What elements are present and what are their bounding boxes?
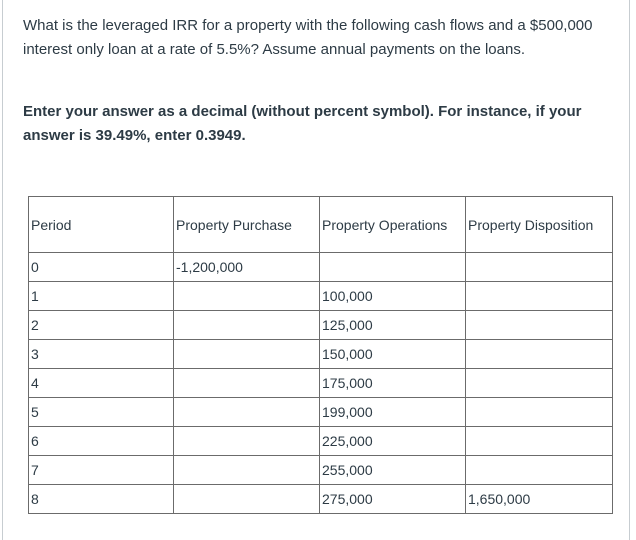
cell-purchase [174,485,320,514]
cell-disposition [466,253,613,282]
cell-disposition [466,369,613,398]
cell-period: 3 [29,340,174,369]
cell-disposition [466,311,613,340]
cell-period: 2 [29,311,174,340]
table-row [29,485,613,514]
answer-instruction: Enter your answer as a decimal (without percent symbol). For instance, if your answer is 39.49%, enter 0.3949. [23,103,582,144]
cell-disposition [466,340,613,369]
cell-disposition [466,427,613,456]
cell-purchase: -1,200,000 [174,253,320,282]
cell-purchase [174,456,320,485]
header-property-purchase: Property Purchase [174,197,320,253]
cell-purchase [174,282,320,311]
table-row [29,253,613,282]
cell-disposition: 1,650,000 [466,485,613,514]
cell-period: 4 [29,369,174,398]
header-property-disposition: Property Disposition [466,197,613,253]
table-row [29,282,613,311]
cell-operations: 175,000 [320,369,466,398]
table-row [29,369,613,398]
question-text: What is the leveraged IRR for a property with the following cash flows and a $500,000 interest only loan at a rate of 5.5%? Assume annual payments on the loans. [23,17,593,58]
cell-purchase [174,369,320,398]
header-period: Period [29,197,174,253]
table-header-row [29,197,613,253]
cell-disposition [466,456,613,485]
cell-purchase [174,427,320,456]
cell-disposition [466,398,613,427]
cell-period: 8 [29,485,174,514]
cash-flow-table [28,196,613,514]
cell-period: 1 [29,282,174,311]
header-property-operations: Property Operations [320,197,466,253]
cell-operations: 199,000 [320,398,466,427]
table-row [29,398,613,427]
table-row [29,340,613,369]
cell-purchase [174,398,320,427]
cell-operations [320,253,466,282]
cell-operations: 255,000 [320,456,466,485]
cell-operations: 150,000 [320,340,466,369]
cell-period: 5 [29,398,174,427]
cell-period: 0 [29,253,174,282]
table-row [29,427,613,456]
cell-operations: 100,000 [320,282,466,311]
cell-operations: 125,000 [320,311,466,340]
cell-purchase [174,340,320,369]
table-row [29,456,613,485]
table-row [29,311,613,340]
cell-operations: 275,000 [320,485,466,514]
cell-period: 7 [29,456,174,485]
cell-disposition [466,282,613,311]
cell-operations: 225,000 [320,427,466,456]
cell-purchase [174,311,320,340]
cell-period: 6 [29,427,174,456]
